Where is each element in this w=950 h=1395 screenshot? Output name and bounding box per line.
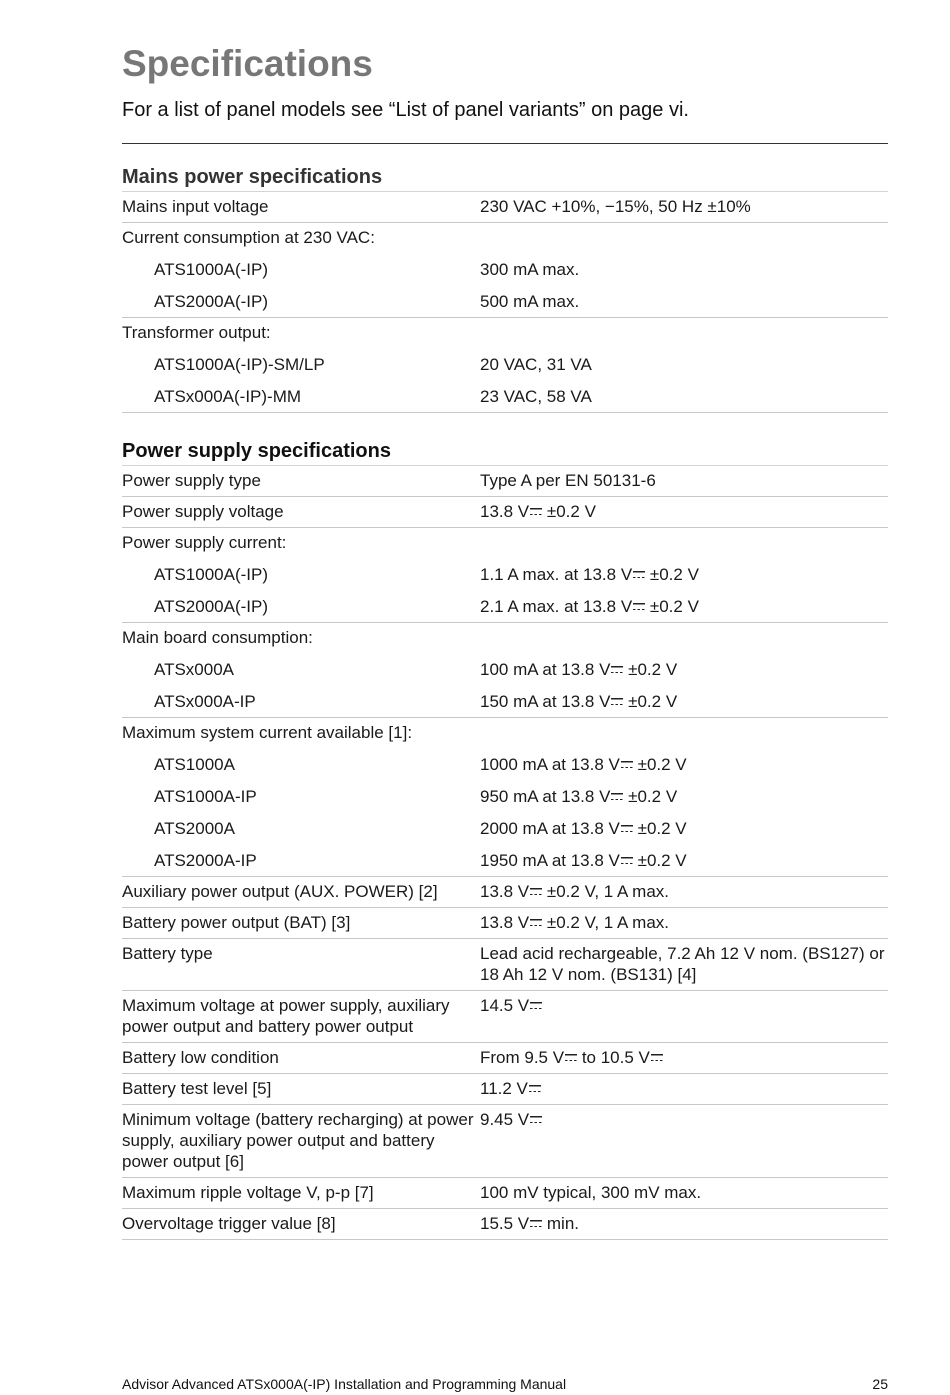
section-heading: Mains power specifications <box>122 163 888 192</box>
spec-label: Battery type <box>122 944 213 963</box>
spec-group <box>122 1105 888 1178</box>
spec-value: 1950 mA at 13.8 V ±0.2 V <box>480 851 687 870</box>
spec-subrow <box>122 259 888 280</box>
spec-label: Transformer output: <box>122 323 271 342</box>
spec-row <box>122 470 888 491</box>
spec-value <box>480 532 888 553</box>
spec-value: Lead acid rechargeable, 7.2 Ah 12 V nom. (BS127) or 18 Ah 12 V nom. (BS131) [4] <box>480 944 885 984</box>
spec-subrow <box>122 691 888 712</box>
spec-row <box>122 1182 888 1203</box>
dc-voltage-icon <box>530 1220 542 1227</box>
spec-group <box>122 908 888 939</box>
dc-voltage-icon <box>651 1054 663 1061</box>
spec-group <box>122 528 888 623</box>
dc-voltage-icon <box>621 825 633 832</box>
dc-voltage-icon <box>530 1116 542 1123</box>
page-title: Specifications <box>122 43 373 84</box>
dc-voltage-icon <box>611 666 623 673</box>
spec-value: 100 mV typical, 300 mV max. <box>480 1183 702 1202</box>
spec-value: From 9.5 V to 10.5 V <box>480 1047 888 1068</box>
spec-group <box>122 939 888 991</box>
spec-subrow <box>122 596 888 617</box>
spec-value: 14.5 V <box>480 995 888 1037</box>
dc-voltage-icon <box>529 1085 541 1092</box>
spec-value: 13.8 V ±0.2 V, 1 A max. <box>480 913 669 932</box>
spec-subrow <box>122 786 888 807</box>
spec-group <box>122 991 888 1043</box>
spec-table <box>122 466 888 1240</box>
dc-voltage-icon <box>530 508 542 515</box>
spec-subrow <box>122 659 888 680</box>
spec-group <box>122 466 888 497</box>
spec-subrow <box>122 291 888 312</box>
spec-group <box>122 1178 888 1209</box>
dc-voltage-icon <box>530 919 542 926</box>
spec-value <box>480 227 888 248</box>
spec-subrow <box>122 818 888 839</box>
spec-value: 2.1 A max. at 13.8 V ±0.2 V <box>480 597 699 616</box>
spec-label: Battery test level [5] <box>122 1079 272 1098</box>
spec-label: ATS2000A <box>154 819 235 838</box>
spec-label: ATS2000A-IP <box>154 851 257 870</box>
spec-label: Battery power output (BAT) [3] <box>122 913 351 932</box>
spec-row <box>122 943 888 985</box>
spec-row <box>122 196 888 217</box>
spec-value: 2000 mA at 13.8 V ±0.2 V <box>480 819 687 838</box>
spec-group <box>122 1074 888 1105</box>
spec-subrow <box>122 850 888 871</box>
mains-power-section <box>122 163 888 413</box>
dc-voltage-icon <box>565 1054 577 1061</box>
spec-row <box>122 227 888 248</box>
power-supply-section <box>122 437 888 1240</box>
spec-label: Power supply type <box>122 471 261 490</box>
spec-value: 300 mA max. <box>480 260 580 279</box>
dc-voltage-icon <box>633 571 645 578</box>
spec-label: Maximum ripple voltage V, p-p [7] <box>122 1183 374 1202</box>
spec-value: 15.5 V min. <box>480 1214 579 1233</box>
dc-voltage-icon <box>621 857 633 864</box>
spec-value: 950 mA at 13.8 V ±0.2 V <box>480 787 678 806</box>
spec-subrow <box>122 564 888 585</box>
spec-label: Overvoltage trigger value [8] <box>122 1214 336 1233</box>
spec-row <box>122 722 888 743</box>
spec-value: Type A per EN 50131-6 <box>480 471 656 490</box>
dc-voltage-icon <box>530 1002 542 1009</box>
spec-subrow <box>122 386 888 407</box>
spec-label: ATSx000A-IP <box>154 692 256 711</box>
spec-value: 1.1 A max. at 13.8 V ±0.2 V <box>480 565 699 584</box>
spec-value: 1000 mA at 13.8 V ±0.2 V <box>480 755 687 774</box>
spec-label: ATS1000A <box>154 755 235 774</box>
spec-label: Mains input voltage <box>122 197 269 216</box>
spec-row <box>122 881 888 902</box>
spec-label: ATS1000A-IP <box>154 787 257 806</box>
spec-table <box>122 192 888 413</box>
spec-value: 230 VAC +10%, −15%, 50 Hz ±10% <box>480 197 751 216</box>
spec-label: Maximum system current available [1]: <box>122 723 413 742</box>
spec-group <box>122 223 888 318</box>
spec-value <box>480 322 888 343</box>
spec-group <box>122 192 888 223</box>
spec-row <box>122 322 888 343</box>
dc-voltage-icon <box>611 793 623 800</box>
spec-label: Battery low condition <box>122 1048 279 1067</box>
footer-page-number: 25 <box>872 1376 888 1392</box>
spec-value: 11.2 V <box>480 1078 888 1099</box>
spec-group <box>122 1209 888 1240</box>
dc-voltage-icon <box>530 888 542 895</box>
spec-row <box>122 912 888 933</box>
spec-label: Current consumption at 230 VAC: <box>122 228 375 247</box>
spec-row <box>122 1047 888 1068</box>
spec-value: 150 mA at 13.8 V ±0.2 V <box>480 692 678 711</box>
spec-value: 9.45 V <box>480 1109 888 1172</box>
spec-row <box>122 501 888 522</box>
spec-label: Power supply current: <box>122 533 287 552</box>
spec-group <box>122 497 888 528</box>
spec-value: 100 mA at 13.8 V ±0.2 V <box>480 660 678 679</box>
dc-voltage-icon <box>621 761 633 768</box>
spec-subrow <box>122 354 888 375</box>
dc-voltage-icon <box>633 603 645 610</box>
spec-row <box>122 532 888 553</box>
footer-manual-title: Advisor Advanced ATSx000A(-IP) Installation and Programming Manual <box>122 1376 567 1392</box>
spec-label: ATS2000A(-IP) <box>154 292 269 311</box>
spec-group <box>122 318 888 413</box>
spec-value <box>480 722 888 743</box>
spec-label: ATS1000A(-IP) <box>154 565 269 584</box>
spec-row <box>122 1109 888 1172</box>
dc-voltage-icon <box>611 698 623 705</box>
page-footer <box>122 1376 888 1392</box>
spec-group <box>122 877 888 908</box>
spec-value: 13.8 V ±0.2 V <box>480 502 596 521</box>
spec-value: 500 mA max. <box>480 292 580 311</box>
spec-label: ATS1000A(-IP)-SM/LP <box>154 355 325 374</box>
spec-group <box>122 623 888 718</box>
spec-label: Auxiliary power output (AUX. POWER) [2] <box>122 882 438 901</box>
section-heading: Power supply specifications <box>122 437 888 466</box>
spec-label: Maximum voltage at power supply, auxiliary power output and battery power output <box>122 996 450 1036</box>
intro-text: For a list of panel models see “List of panel variants” on page vi. <box>122 99 689 121</box>
spec-value: 13.8 V ±0.2 V, 1 A max. <box>480 882 669 901</box>
spec-value: 20 VAC, 31 VA <box>480 355 592 374</box>
spec-value <box>480 627 888 648</box>
spec-value: 23 VAC, 58 VA <box>480 387 592 406</box>
spec-label: ATSx000A <box>154 660 235 679</box>
spec-row <box>122 1078 888 1099</box>
spec-row <box>122 627 888 648</box>
spec-label: ATS2000A(-IP) <box>154 597 269 616</box>
spec-subrow <box>122 754 888 775</box>
spec-row <box>122 995 888 1037</box>
spec-label: Minimum voltage (battery recharging) at power supply, auxiliary power output and battery power output [6] <box>122 1110 474 1171</box>
spec-group <box>122 718 888 877</box>
spec-group <box>122 1043 888 1074</box>
spec-label: Power supply voltage <box>122 502 284 521</box>
top-rule <box>122 143 888 144</box>
spec-label: ATSx000A(-IP)-MM <box>154 387 302 406</box>
spec-row <box>122 1213 888 1234</box>
spec-label: Main board consumption: <box>122 628 313 647</box>
spec-label: ATS1000A(-IP) <box>154 260 269 279</box>
